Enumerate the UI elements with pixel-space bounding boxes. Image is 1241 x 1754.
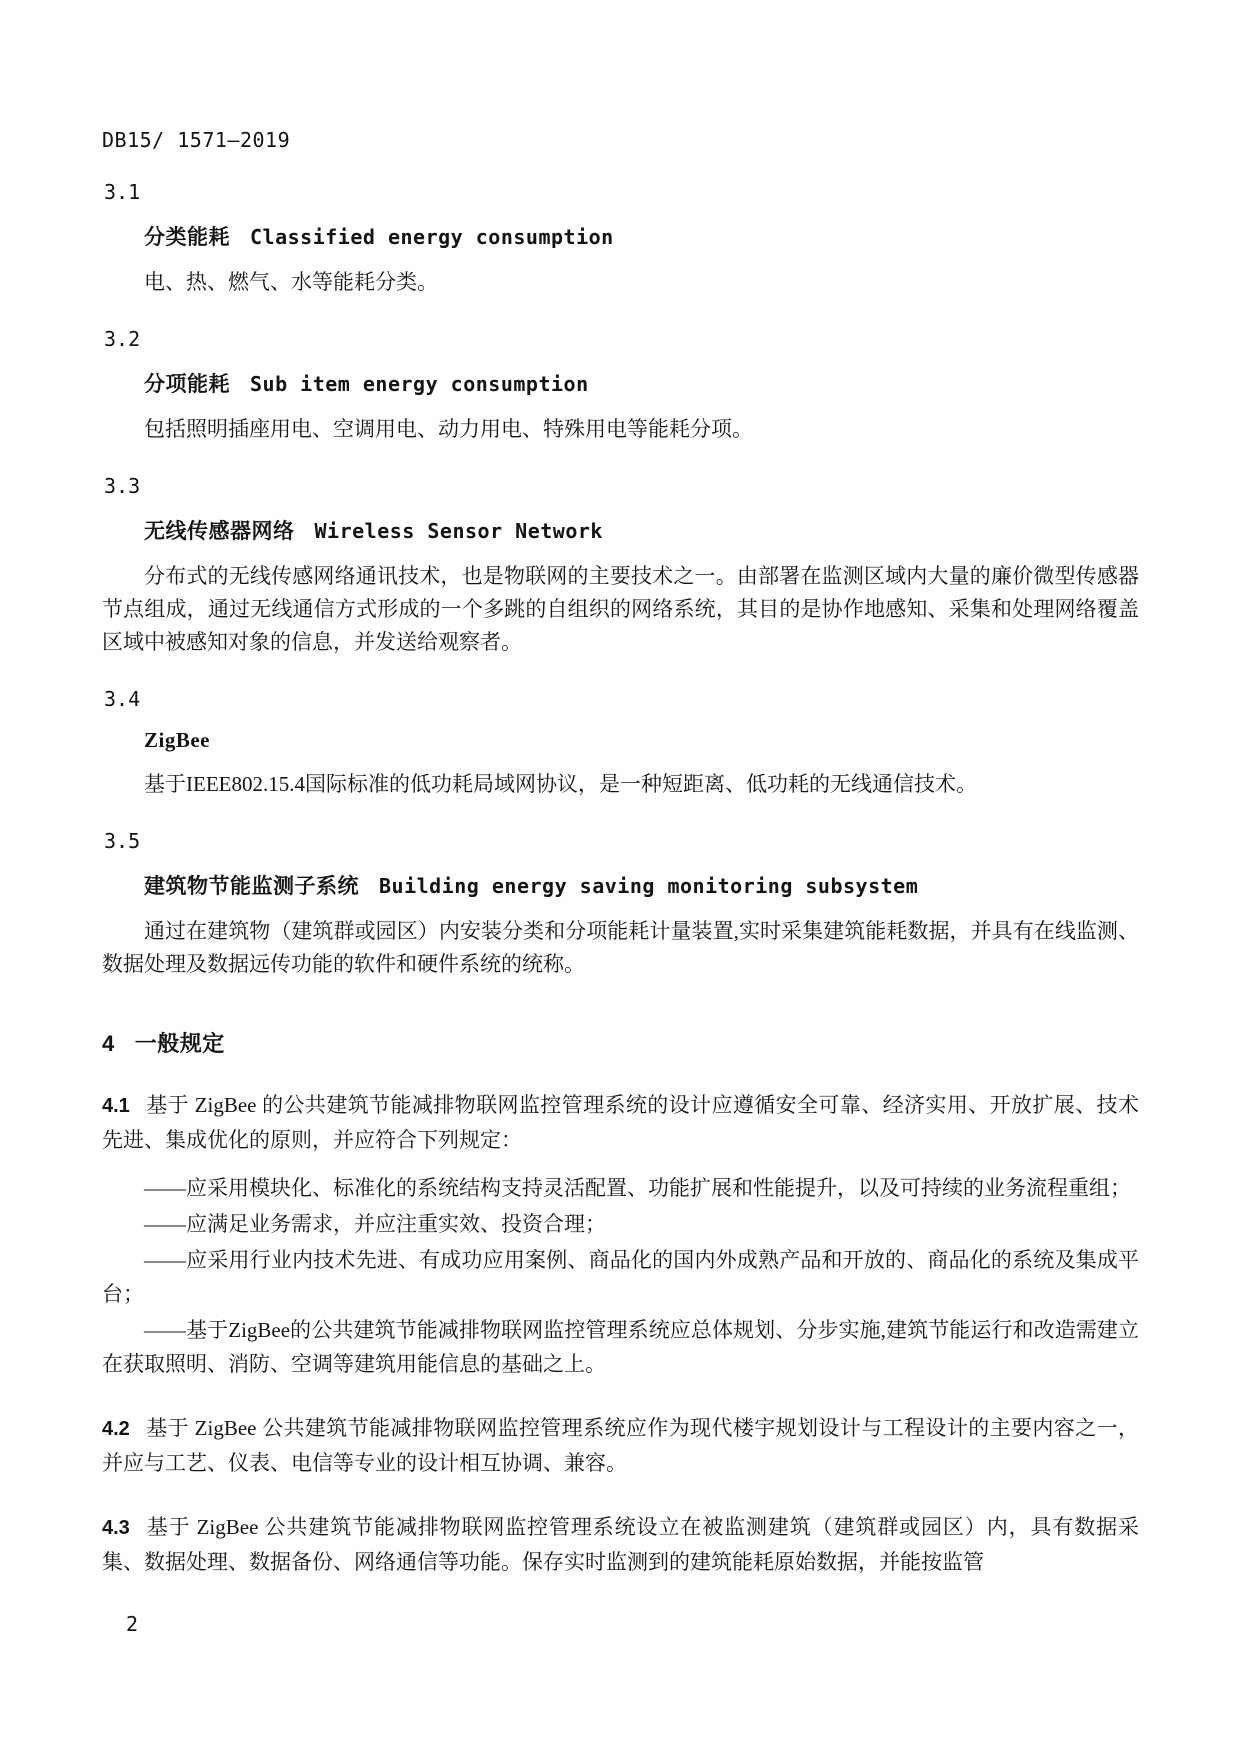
chapter-heading (102, 1027, 1139, 1058)
clause-number: 4.2 (102, 1418, 130, 1440)
dash-list-item: ——应采用行业内技术先进、有成功应用案例、商品化的国内外成熟产品和开放的、商品化的系统及集成平台； (102, 1248, 1139, 1306)
term-cn: 无线传感器网络 (144, 519, 295, 543)
term-section-3-5 (102, 829, 1139, 981)
clause-4-1 (102, 1088, 1139, 1157)
chapter-number: 4 (102, 1031, 115, 1056)
term-heading (102, 515, 1139, 545)
clause-number: 4.1 (102, 1095, 130, 1117)
term-section-3-4 (102, 687, 1139, 801)
term-cn: 分项能耗 (144, 372, 230, 396)
term-definition: 分布式的无线传感网络通讯技术，也是物联网的主要技术之一。由部署在监测区域内大量的廉价微型传感器节点组成，通过无线通信方式形成的一个多跳的自组织的网络系统，其目的是协作地感知、采集和处理网络覆盖区域中被感知对象的信息，并发送给观察者。 (102, 564, 1139, 654)
clause-text: 基于 ZigBee 公共建筑节能减排物联网监控管理系统设立在被监测建筑（建筑群或园区）内，具有数据采集、数据处理、数据备份、网络通信等功能。保存实时监测到的建筑能耗原始数据，并能按监管 (102, 1515, 1139, 1574)
section-number: 3.5 (104, 829, 141, 853)
dash-list-item: ——应满足业务需求，并应注重实效、投资合理； (144, 1212, 606, 1236)
clause-text: 基于 ZigBee 的公共建筑节能减排物联网监控管理系统的设计应遵循安全可靠、经济实用、开放扩展、技术先进、集成优化的原则，并应符合下列规定： (102, 1093, 1139, 1152)
term-definition: 包括照明插座用电、空调用电、动力用电、特殊用电等能耗分项。 (144, 417, 753, 441)
term-heading (102, 870, 1139, 900)
clause-4-2 (102, 1411, 1139, 1480)
term-cn: ZigBee (144, 728, 210, 752)
clause-text: 基于 ZigBee 公共建筑节能减排物联网监控管理系统应作为现代楼宇规划设计与工程设计的主要内容之一，并应与工艺、仪表、电信等专业的设计相互协调、兼容。 (102, 1416, 1139, 1475)
term-en: Wireless Sensor Network (314, 519, 603, 543)
section-number: 3.4 (104, 687, 141, 711)
dash-list-item: ——应采用模块化、标准化的系统结构支持灵活配置、功能扩展和性能提升，以及可持续的业务流程重组； (144, 1176, 1131, 1200)
term-definition: 通过在建筑物（建筑群或园区）内安装分类和分项能耗计量装置,实时采集建筑能耗数据，并具有在线监测、数据处理及数据远传功能的软件和硬件系统的统称。 (102, 919, 1139, 976)
term-section-3-3 (102, 474, 1139, 659)
term-en: Sub item energy consumption (250, 372, 589, 396)
term-en: Building energy saving monitoring subsystem (379, 874, 919, 898)
term-cn: 建筑物节能监测子系统 (144, 874, 359, 898)
term-section-3-2 (102, 327, 1139, 446)
section-number: 3.3 (104, 474, 141, 498)
term-definition: 电、热、燃气、水等能耗分类。 (144, 270, 438, 294)
dash-list-item: ——基于ZigBee的公共建筑节能减排物联网监控管理系统应总体规划、分步实施,建筑节能运行和改造需建立在获取照明、消防、空调等建筑用能信息的基础之上。 (102, 1318, 1139, 1376)
section-number: 3.2 (104, 327, 141, 351)
term-section-3-1 (102, 180, 1139, 299)
dash-list (102, 1171, 1139, 1381)
chapter-title: 一般规定 (134, 1031, 225, 1056)
term-heading (102, 221, 1139, 251)
section-number: 3.1 (104, 180, 141, 204)
term-heading (102, 368, 1139, 398)
term-definition: 基于IEEE802.15.4国际标准的低功耗局域网协议，是一种短距离、低功耗的无线通信技术。 (144, 772, 977, 796)
term-en: Classified energy consumption (250, 225, 614, 249)
term-cn: 分类能耗 (144, 225, 230, 249)
term-heading (102, 728, 1139, 753)
document-header: DB15/ 1571—2019 (102, 128, 291, 152)
clause-number: 4.3 (102, 1517, 130, 1539)
page-number: 2 (126, 1612, 139, 1636)
clause-4-3 (102, 1510, 1139, 1579)
